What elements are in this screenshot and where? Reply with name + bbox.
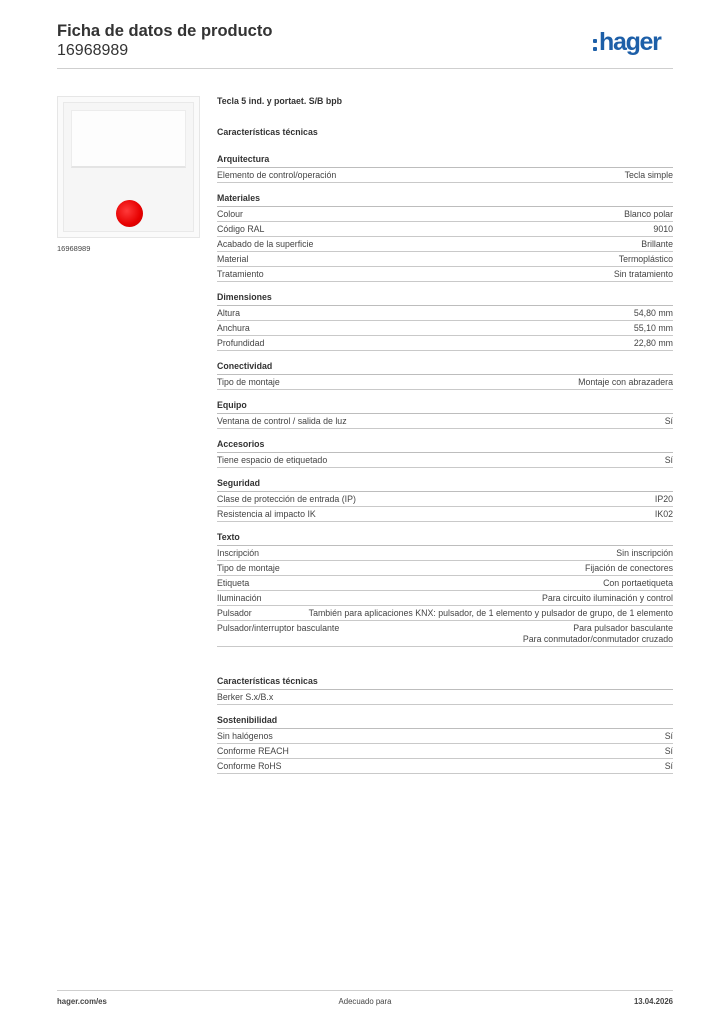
spec-row bbox=[217, 222, 673, 237]
spec-label: Material bbox=[217, 254, 249, 264]
spec-value: Sí bbox=[664, 761, 673, 771]
red-indicator-led bbox=[116, 200, 143, 227]
spec-label: Berker S.x/B.x bbox=[217, 692, 274, 702]
spec-row bbox=[217, 306, 673, 321]
spec-row bbox=[217, 492, 673, 507]
hager-logo bbox=[593, 29, 673, 55]
product-code: 16968989 bbox=[57, 42, 129, 59]
spec-label: Acabado de la superficie bbox=[217, 239, 314, 249]
spec-group bbox=[217, 360, 673, 390]
spec-label: Clase de protección de entrada (IP) bbox=[217, 494, 356, 504]
group-title: Seguridad bbox=[217, 477, 673, 492]
spec-label: Pulsador/interruptor basculante bbox=[217, 623, 340, 633]
group-title: Texto bbox=[217, 531, 673, 546]
spec-value: Para pulsador basculante Para conmutador/conmutador cruzado bbox=[522, 623, 673, 644]
group-title: Dimensiones bbox=[217, 291, 673, 306]
spec-label: Tiene espacio de etiquetado bbox=[217, 455, 328, 465]
spec-value: IK02 bbox=[654, 509, 673, 519]
spec-value: 55,10 mm bbox=[633, 323, 673, 333]
spec-label: Tipo de montaje bbox=[217, 563, 280, 573]
spec-label: Colour bbox=[217, 209, 243, 219]
logo-dots-icon bbox=[593, 39, 597, 51]
spec-value: 22,80 mm bbox=[633, 338, 673, 348]
spec-row bbox=[217, 453, 673, 468]
spec-value: Sí bbox=[664, 746, 673, 756]
spec-value: Termoplástico bbox=[618, 254, 673, 264]
spec-group bbox=[217, 438, 673, 468]
spec-row bbox=[217, 744, 673, 759]
spec-groups bbox=[217, 153, 673, 647]
spec-value: Sin tratamiento bbox=[613, 269, 673, 279]
spec-row bbox=[217, 336, 673, 351]
spec-row bbox=[217, 546, 673, 561]
spec-groups-secondary bbox=[217, 675, 673, 774]
spec-value: Montaje con abrazadera bbox=[578, 377, 673, 387]
spec-value: Para circuito iluminación y control bbox=[541, 593, 673, 603]
spec-row bbox=[217, 507, 673, 522]
spec-label: Elemento de control/operación bbox=[217, 170, 337, 180]
spec-value: Brillante bbox=[641, 239, 673, 249]
spec-group bbox=[217, 675, 673, 705]
spec-value: IP20 bbox=[654, 494, 673, 504]
spec-label: Resistencia al impacto IK bbox=[217, 509, 316, 519]
header-divider bbox=[57, 68, 673, 69]
spec-value: También para aplicaciones KNX: pulsador, de 1 elemento y pulsador de grupo, de 1 elemento bbox=[308, 608, 673, 618]
spec-label: Sin halógenos bbox=[217, 731, 273, 741]
spec-row bbox=[217, 414, 673, 429]
product-image bbox=[57, 96, 200, 238]
spec-row bbox=[217, 690, 673, 705]
spec-row bbox=[217, 576, 673, 591]
spec-row bbox=[217, 237, 673, 252]
spec-group bbox=[217, 477, 673, 522]
document-header bbox=[57, 22, 272, 60]
spec-row bbox=[217, 207, 673, 222]
document-title: Ficha de datos de producto bbox=[57, 22, 273, 40]
footer-divider bbox=[57, 990, 673, 991]
spec-label: Código RAL bbox=[217, 224, 265, 234]
label-window bbox=[71, 110, 186, 168]
spec-value: Sí bbox=[664, 416, 673, 426]
spec-label: Etiqueta bbox=[217, 578, 250, 588]
spec-group bbox=[217, 714, 673, 774]
spec-group bbox=[217, 399, 673, 429]
group-title: Conectividad bbox=[217, 360, 673, 375]
spec-value: Tecla simple bbox=[624, 170, 673, 180]
spec-row bbox=[217, 168, 673, 183]
spec-label: Pulsador bbox=[217, 608, 252, 618]
spec-value: 9010 bbox=[653, 224, 673, 234]
spec-row bbox=[217, 267, 673, 282]
logo-wordmark: hager bbox=[599, 28, 661, 56]
spec-label: Profundidad bbox=[217, 338, 265, 348]
section-title: Características técnicas bbox=[217, 127, 318, 137]
spec-group bbox=[217, 531, 673, 647]
spec-row bbox=[217, 729, 673, 744]
spec-row bbox=[217, 606, 673, 621]
spec-value: Fijación de conectores bbox=[584, 563, 673, 573]
spec-group bbox=[217, 192, 673, 282]
footer-website: hager.com/es bbox=[57, 997, 107, 1006]
spec-value: Sí bbox=[664, 731, 673, 741]
spec-group bbox=[217, 291, 673, 351]
spec-label: Anchura bbox=[217, 323, 250, 333]
group-title: Materiales bbox=[217, 192, 673, 207]
spec-label: Conforme RoHS bbox=[217, 761, 282, 771]
group-title: Arquitectura bbox=[217, 153, 673, 168]
footer-center: Adecuado para bbox=[338, 997, 392, 1006]
spec-value: Sí bbox=[664, 455, 673, 465]
group-title: Características técnicas bbox=[217, 675, 673, 690]
spec-label: Conforme REACH bbox=[217, 746, 289, 756]
spec-value: Sin inscripción bbox=[616, 548, 673, 558]
spec-row bbox=[217, 621, 673, 647]
spec-label: Ventana de control / salida de luz bbox=[217, 416, 347, 426]
group-title: Accesorios bbox=[217, 438, 673, 453]
spec-label: Altura bbox=[217, 308, 240, 318]
product-title: Tecla 5 ind. y portaet. S/B bpb bbox=[217, 96, 342, 106]
spec-value: Con portaetiqueta bbox=[603, 578, 673, 588]
spec-label: Iluminación bbox=[217, 593, 262, 603]
spec-row bbox=[217, 561, 673, 576]
spec-label: Inscripción bbox=[217, 548, 260, 558]
group-title: Sostenibilidad bbox=[217, 714, 673, 729]
spec-group bbox=[217, 153, 673, 183]
spec-label: Tipo de montaje bbox=[217, 377, 280, 387]
spec-value: 54,80 mm bbox=[633, 308, 673, 318]
footer-date: 13.04.2026 bbox=[633, 997, 673, 1006]
spec-content bbox=[217, 94, 673, 774]
spec-row bbox=[217, 759, 673, 774]
spec-row bbox=[217, 321, 673, 336]
group-title: Equipo bbox=[217, 399, 673, 414]
spec-label: Tratamiento bbox=[217, 269, 264, 279]
spec-row bbox=[217, 591, 673, 606]
image-caption: 16968989 bbox=[57, 244, 91, 253]
spec-value: Blanco polar bbox=[624, 209, 673, 219]
spec-row bbox=[217, 375, 673, 390]
spec-row bbox=[217, 252, 673, 267]
